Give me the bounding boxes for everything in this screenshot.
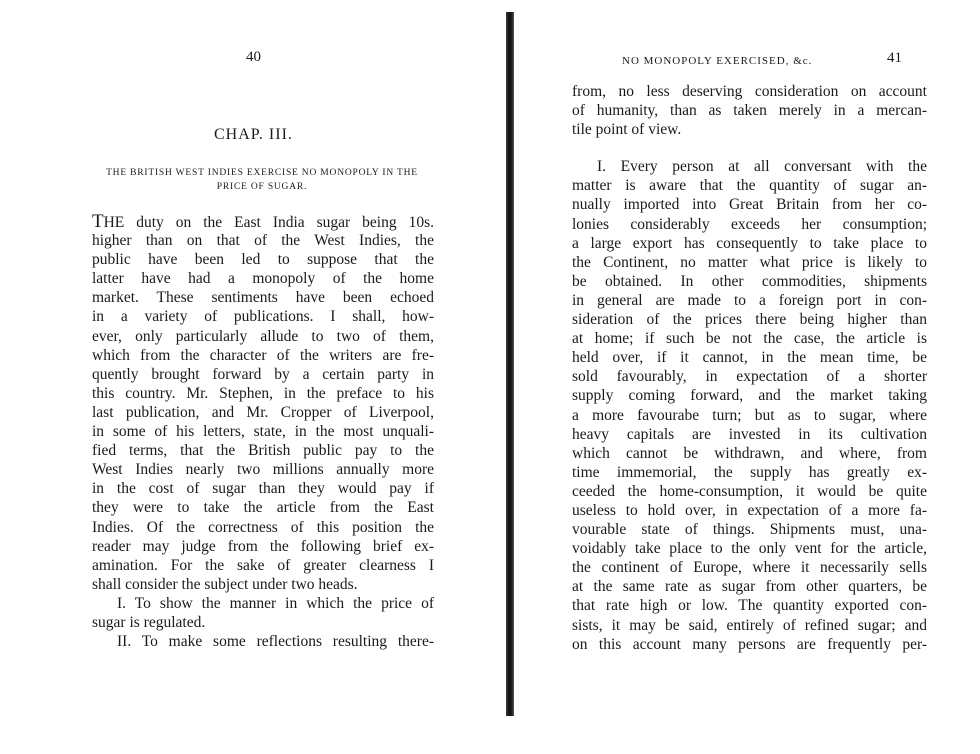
text-line: a large export has consequently to take place to xyxy=(572,234,927,252)
text-line: I. Every person at all conversant with the xyxy=(597,158,927,176)
text-line: in the cost of sugar than they would pay if xyxy=(92,480,434,498)
text-line: at home; if such be not the case, the article is xyxy=(572,330,927,348)
text-line: that rate high or low. The quantity exported con- xyxy=(572,597,927,615)
text-line: held over, if it cannot, in the mean time, be xyxy=(572,349,927,367)
text-line: this country. Mr. Stephen, in the preface to his xyxy=(92,384,434,402)
text-line: last publication, and Mr. Cropper of Liverpool, xyxy=(92,403,434,421)
text-line: heavy capitals are invested in its cultivation xyxy=(572,425,927,443)
chapter-title: CHAP. III. xyxy=(214,126,293,143)
right-page xyxy=(515,0,980,754)
text-line: sideration of the prices there being higher than xyxy=(572,311,927,329)
text-line: tile point of view. xyxy=(572,121,682,139)
text-line: sists, it may be said, entirely of refined sugar; and xyxy=(572,616,927,634)
drop-letter: T xyxy=(92,211,104,232)
text-line: be obtained. In other commodities, shipments xyxy=(572,272,927,290)
text-line: fied terms, that the British public pay to the xyxy=(92,442,434,460)
text-line: in some of his letters, state, in the most unquali- xyxy=(92,423,434,441)
text-line: West Indies nearly two millions annually more xyxy=(92,461,434,479)
text-line: market. These sentiments have been echoed xyxy=(92,289,434,307)
text-line: on this account many persons are frequently per- xyxy=(572,635,927,653)
text-line: latter have had a monopoly of the home xyxy=(92,270,434,288)
head-line: sugar is regulated. xyxy=(92,613,206,631)
text-line: nually imported into Great Britain from her co- xyxy=(572,196,927,214)
text-line: sold favourably, in expectation of a shorter xyxy=(572,368,927,386)
text-line: a more favourabe turn; but as to sugar, where xyxy=(572,406,927,424)
chapter-subtitle: THE BRITISH WEST INDIES EXERCISE NO MONOPOLY IN THE PRICE OF SUGAR. xyxy=(106,168,418,192)
text-line: of humanity, than as taken merely in a mercan- xyxy=(572,102,927,120)
text-line: Indies. Of the correctness of this position the xyxy=(92,518,434,536)
text-line: useless to hold over, in expectation of a more fa- xyxy=(572,501,927,519)
left-body-text xyxy=(92,212,434,651)
page-number-left: 40 xyxy=(246,49,261,65)
head-line: I. To show the manner in which the price of xyxy=(117,594,434,612)
text-line: ever, only particularly allude to two of them, xyxy=(92,327,434,345)
text-line: matter is aware that the quantity of sugar an- xyxy=(572,177,927,195)
text-line: at the same rate as sugar from other quarters, be xyxy=(572,578,927,596)
text-line: from, no less deserving consideration on account xyxy=(572,83,927,100)
first-line-text: HE duty on the East India sugar being 10s. xyxy=(103,214,434,231)
text-line: amination. For the sake of greater clearness I xyxy=(92,556,434,574)
page-number-right: 41 xyxy=(887,50,902,66)
text-line: quently brought forward by a certain party in xyxy=(92,365,434,383)
text-line: higher than on that of the West Indies, the xyxy=(92,232,434,250)
text-line: lonies considerably exceeds her consumption; xyxy=(572,215,927,233)
text-line: the continent of Europe, where it necessarily sells xyxy=(572,559,927,577)
right-body-text xyxy=(572,82,927,654)
text-line: vourable state of things. Shipments must, una- xyxy=(572,521,927,539)
text-line: supply coming forward, and the market taking xyxy=(572,387,927,405)
text-line: in general are made to a foreign port in con- xyxy=(572,291,927,309)
text-line: voidably take place to the only vent for the article, xyxy=(572,540,927,558)
text-line: reader may judge from the following brief ex- xyxy=(92,537,434,555)
text-line: public have been led to suppose that the xyxy=(92,251,434,269)
text-line: which from the character of the writers are fre- xyxy=(92,346,434,364)
text-line xyxy=(92,212,434,231)
text-line: which cannot be withdrawn, and where, from xyxy=(572,444,927,462)
running-head: NO MONOPOLY EXERCISED, &c. xyxy=(622,55,813,67)
text-line: in a variety of publications. I shall, how- xyxy=(92,308,434,326)
text-line: the Continent, no matter what price is likely to xyxy=(572,253,927,271)
text-line: shall consider the subject under two heads. xyxy=(92,575,358,593)
head-line: II. To make some reflections resulting there- xyxy=(117,633,434,651)
text-line: time immemorial, the supply has greatly ex- xyxy=(572,463,927,481)
text-line: they were to take the article from the East xyxy=(92,499,434,517)
book-gutter xyxy=(506,12,514,716)
text-line: ceeded the home-consumption, it would be quite xyxy=(572,482,927,500)
